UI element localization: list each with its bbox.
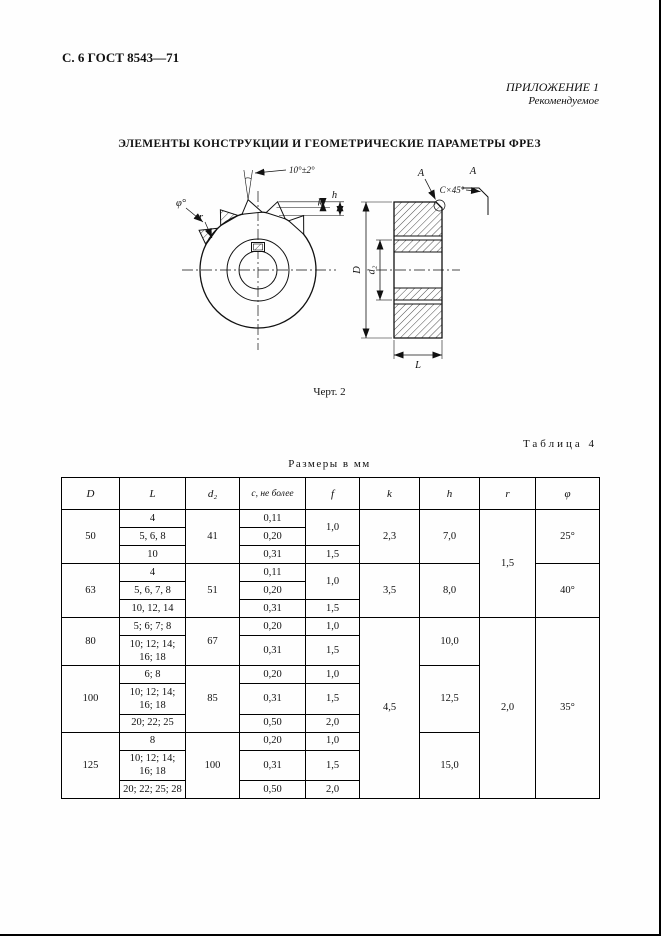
cell-d2: 41 <box>186 510 240 564</box>
cell-D: 80 <box>62 618 120 666</box>
h-dimension-label: h <box>331 190 338 201</box>
phi-angle-label: φ° <box>175 198 187 209</box>
cell-k: 4,5 <box>360 618 420 799</box>
cell-L: 10; 12; 14; 16; 18 <box>120 684 186 714</box>
cell-f: 1,5 <box>306 600 360 618</box>
table-row <box>62 510 600 528</box>
detail-view-label: А <box>469 166 477 177</box>
L-width-label: L <box>415 360 421 371</box>
cell-f: 1,5 <box>306 546 360 564</box>
cell-h: 10,0 <box>420 618 480 666</box>
col-header-L: L <box>120 478 186 510</box>
cell-c: 0,11 <box>240 564 306 582</box>
cell-c: 0,20 <box>240 666 306 684</box>
annex-block <box>506 80 599 109</box>
col-header-r: r <box>480 478 536 510</box>
cell-f: 2,0 <box>306 714 360 732</box>
cell-c: 0,50 <box>240 780 306 798</box>
cell-D: 63 <box>62 564 120 618</box>
cell-phi: 25° <box>536 510 600 564</box>
cell-L: 20; 22; 25; 28 <box>120 780 186 798</box>
table-row <box>62 618 600 636</box>
col-header-h: h <box>420 478 480 510</box>
cell-k: 3,5 <box>360 564 420 618</box>
cell-c: 0,31 <box>240 636 306 666</box>
cell-L: 10, 12, 14 <box>120 600 186 618</box>
units-note: Размеры в мм <box>288 458 371 470</box>
cell-c: 0,20 <box>240 582 306 600</box>
cell-f: 1,0 <box>306 732 360 750</box>
cell-c: 0,50 <box>240 714 306 732</box>
cell-c: 0,20 <box>240 528 306 546</box>
cell-r: 1,5 <box>480 510 536 618</box>
cutter-drawing <box>0 158 661 380</box>
cell-h: 8,0 <box>420 564 480 618</box>
r-radius-label: r <box>198 212 204 223</box>
cell-c: 0,20 <box>240 618 306 636</box>
cell-c: 0,31 <box>240 750 306 780</box>
cell-L: 8 <box>120 732 186 750</box>
cell-f: 2,0 <box>306 780 360 798</box>
cell-phi: 40° <box>536 564 600 618</box>
k-dimension-label: k <box>317 197 323 209</box>
cell-k: 2,3 <box>360 510 420 564</box>
cell-f: 1,5 <box>306 750 360 780</box>
cell-D: 125 <box>62 732 120 798</box>
cell-f: 1,0 <box>306 618 360 636</box>
cell-h: 7,0 <box>420 510 480 564</box>
table-caption: Таблица 4 <box>522 438 597 450</box>
cell-L: 4 <box>120 564 186 582</box>
figure-caption: Черт. 2 <box>313 386 346 398</box>
cell-D: 100 <box>62 666 120 732</box>
cell-L: 4 <box>120 510 186 528</box>
chamfer-label: C×45° <box>439 185 465 195</box>
cell-d2: 85 <box>186 666 240 732</box>
cell-r: 2,0 <box>480 618 536 799</box>
annex-title: ПРИЛОЖЕНИЕ 1 <box>506 80 599 94</box>
cell-f: 1,5 <box>306 684 360 714</box>
side-view <box>361 179 488 359</box>
cell-L: 10; 12; 14; 16; 18 <box>120 636 186 666</box>
cell-h: 12,5 <box>420 666 480 732</box>
document-title: ЭЛЕМЕНТЫ КОНСТРУКЦИИ И ГЕОМЕТРИЧЕСКИЕ ПАРАМЕТРЫ ФРЕЗ <box>118 138 541 150</box>
cell-D: 50 <box>62 510 120 564</box>
cell-L: 5; 6; 7; 8 <box>120 618 186 636</box>
col-header-f: f <box>306 478 360 510</box>
table-wrap <box>61 477 600 799</box>
col-header-phi: φ <box>536 478 600 510</box>
cell-c: 0,31 <box>240 684 306 714</box>
cell-d2: 100 <box>186 732 240 798</box>
cell-L: 20; 22; 25 <box>120 714 186 732</box>
figure-drawing <box>0 158 661 385</box>
cell-f: 1,0 <box>306 510 360 546</box>
annex-subtitle: Рекомендуемое <box>528 95 599 107</box>
d2-diameter-label: d₂ <box>366 265 378 275</box>
cell-c: 0,31 <box>240 546 306 564</box>
col-header-k: k <box>360 478 420 510</box>
cell-c: 0,11 <box>240 510 306 528</box>
header-row <box>62 478 600 510</box>
cell-f: 1,0 <box>306 564 360 600</box>
cell-f: 1,0 <box>306 666 360 684</box>
cell-f: 1,5 <box>306 636 360 666</box>
col-header-d2: d₂ <box>186 478 240 510</box>
col-header-c: с, не более <box>240 478 306 510</box>
cell-L: 5, 6, 8 <box>120 528 186 546</box>
cell-L: 6; 8 <box>120 666 186 684</box>
cell-d2: 67 <box>186 618 240 666</box>
cell-h: 15,0 <box>420 732 480 798</box>
cell-phi: 35° <box>536 618 600 799</box>
col-header-D: D <box>62 478 120 510</box>
D-diameter-label: D <box>352 266 363 274</box>
dimension-table <box>61 477 600 799</box>
cell-L: 10 <box>120 546 186 564</box>
cell-c: 0,31 <box>240 600 306 618</box>
cell-d2: 51 <box>186 564 240 618</box>
view-arrow-label: А <box>417 168 425 179</box>
angle-dimension-label: 10°±2° <box>289 165 315 175</box>
page-header: С. 6 ГОСТ 8543—71 <box>62 50 180 65</box>
cell-L: 10; 12; 14; 16; 18 <box>120 750 186 780</box>
cell-L: 5, 6, 7, 8 <box>120 582 186 600</box>
cell-c: 0,20 <box>240 732 306 750</box>
